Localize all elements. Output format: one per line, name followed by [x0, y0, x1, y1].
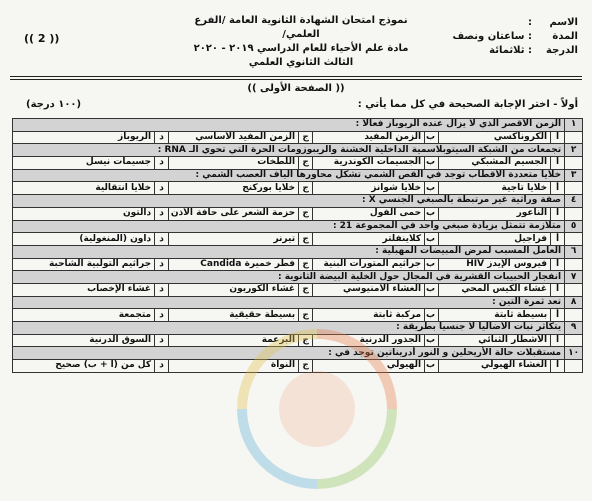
option-letter: أ [551, 360, 565, 373]
option-text[interactable]: غشاء الإخصاب [13, 283, 155, 296]
section-grade: (١٠٠ درجة) [26, 99, 82, 110]
option-letter: د [155, 157, 169, 170]
question-number: ٤ [565, 195, 583, 208]
option-text[interactable]: خلايا شوانز [313, 182, 425, 195]
options-row [13, 283, 583, 296]
option-text[interactable]: الناعور [439, 207, 551, 220]
exam-title-line-1: نموذج امتحان الشهادة الثانوية العامة /الفرع العلمي/ [194, 15, 408, 40]
option-letter: د [155, 258, 169, 271]
option-letter: د [155, 131, 169, 144]
option-letter: ج [299, 207, 313, 220]
option-letter: ب [425, 360, 439, 373]
section-heading-text: أولاً - اختر الإجابة الصحيحة في كل مما يأتي : [357, 99, 578, 110]
page-title: (( الصفحة الأولى )) [247, 83, 345, 94]
option-text[interactable]: بسيطة حقيقية [169, 309, 299, 322]
option-letter: أ [551, 207, 565, 220]
exam-page [6, 4, 586, 498]
option-letter: أ [551, 157, 565, 170]
question-row [13, 169, 583, 182]
grade-value: : ثلاثمائة [489, 45, 532, 56]
header-divider-2 [10, 79, 582, 80]
option-letter: د [155, 207, 169, 220]
option-letter: ج [299, 233, 313, 246]
option-text[interactable]: مركبة ثابتة [313, 309, 425, 322]
option-letter: ج [299, 283, 313, 296]
question-row [13, 144, 583, 157]
options-spacer [565, 258, 583, 271]
option-letter: ج [299, 360, 313, 373]
question-text: تعد ثمرة التين : [13, 296, 565, 309]
option-text[interactable]: الريوباز [13, 131, 155, 144]
option-text[interactable]: فراجيل [439, 233, 551, 246]
grade-label: الدرجة [546, 45, 578, 56]
question-number: ١ [565, 119, 583, 132]
option-text[interactable]: جراثيم التولبية الشاحبة [13, 258, 155, 271]
option-letter: ج [299, 131, 313, 144]
option-letter: د [155, 360, 169, 373]
question-text: يتكاثر نبات الأضاليا لا جنسياً بطريقة : [13, 322, 565, 335]
question-number: ١٠ [565, 347, 583, 360]
question-row [13, 119, 583, 132]
question-number: ٩ [565, 322, 583, 335]
options-spacer [565, 182, 583, 195]
question-number: ٢ [565, 144, 583, 157]
option-text[interactable]: البرعمة [169, 334, 299, 347]
option-text[interactable]: كلاينفلتر [313, 233, 425, 246]
question-row [13, 322, 583, 335]
option-text[interactable]: بسيطة ثابتة [439, 309, 551, 322]
duration-label: المدة [552, 31, 578, 42]
option-letter: ج [299, 258, 313, 271]
option-text[interactable]: تيرنر [169, 233, 299, 246]
question-text: الزمن الأقصر الذي لا يزال عنده الريوباز فعالاً : [13, 119, 565, 132]
question-number: ٥ [565, 220, 583, 233]
option-text[interactable]: الأشطار الثنائي [439, 334, 551, 347]
option-text[interactable]: حزمة الشعر على حافة الأذن [169, 207, 299, 220]
exam-header [6, 4, 586, 74]
option-letter: ج [299, 309, 313, 322]
question-row [13, 245, 583, 258]
question-row [13, 347, 583, 360]
option-letter: ب [425, 283, 439, 296]
option-text[interactable]: الغشاء الأمنيوسي [313, 283, 425, 296]
question-row [13, 296, 583, 309]
option-text[interactable]: الهيولي [313, 360, 425, 373]
option-text[interactable]: الجذور الدرنية [313, 334, 425, 347]
option-text[interactable]: الجسيم المشبكي [439, 157, 551, 170]
header-divider [10, 76, 582, 77]
option-letter: ب [425, 131, 439, 144]
option-text[interactable]: جسيمات نيسل [13, 157, 155, 170]
options-spacer [565, 207, 583, 220]
option-text[interactable]: السوق الدرنية [13, 334, 155, 347]
options-spacer [565, 309, 583, 322]
option-text[interactable]: الكروناكسي [439, 131, 551, 144]
option-letter: ب [425, 258, 439, 271]
student-info [453, 16, 579, 58]
options-spacer [565, 157, 583, 170]
exam-title-line-3: الثالث الثانوي العلمي [248, 57, 354, 68]
option-letter: أ [551, 309, 565, 322]
option-letter: ج [299, 334, 313, 347]
option-text[interactable]: اللطخات [169, 157, 299, 170]
option-letter: د [155, 233, 169, 246]
options-spacer [565, 233, 583, 246]
option-letter: أ [551, 182, 565, 195]
option-text[interactable]: كل من (أ + ب) صحيح [13, 360, 155, 373]
option-letter: د [155, 182, 169, 195]
question-number: ٦ [565, 245, 583, 258]
question-text: العامل المسبب لمرض المبيضات المهبلية : [13, 245, 565, 258]
option-text[interactable]: الزمن المفيد [313, 131, 425, 144]
question-row [13, 271, 583, 284]
option-letter: د [155, 334, 169, 347]
option-text[interactable]: خلايا انتقالية [13, 182, 155, 195]
duration-row [453, 30, 579, 44]
question-text: انفجار الحبيبات القشرية في المجال حول الخلية البيضة الثانوية : [13, 271, 565, 284]
question-text: متلازمة تتمثل بزيادة صبغي واحد في المجموعة 21 : [13, 220, 565, 233]
option-text[interactable]: حمى الفول [313, 207, 425, 220]
question-text: صفة وراثية غير مرتبطة بالصبغي الجنسي X : [13, 195, 565, 208]
option-letter: ب [425, 182, 439, 195]
options-row [13, 309, 583, 322]
question-text: تجمعات من الشبكة السيتوبلاسمية الداخلية الخشنة والريبوزومات الحرة التي تحوي الـ RNA : [13, 144, 565, 157]
name-label: الاسم [549, 17, 578, 28]
options-row [13, 157, 583, 170]
option-text[interactable]: غشاء الكيس المحي [439, 283, 551, 296]
option-text[interactable]: الزمن المفيد الأساسي [169, 131, 299, 144]
options-spacer [565, 131, 583, 144]
option-letter: د [155, 283, 169, 296]
option-letter: ج [299, 182, 313, 195]
questions-table [12, 118, 583, 373]
options-spacer [565, 283, 583, 296]
option-text[interactable]: فطر خميرة Candida [169, 258, 299, 271]
question-number: ٨ [565, 296, 583, 309]
options-row [13, 131, 583, 144]
option-letter: ب [425, 157, 439, 170]
name-row [453, 16, 579, 30]
options-spacer [565, 334, 583, 347]
option-text[interactable]: دالتون [13, 207, 155, 220]
option-letter: أ [551, 334, 565, 347]
option-text[interactable]: جراثيم المتورات البنية [313, 258, 425, 271]
option-letter: ب [425, 207, 439, 220]
duration-value: : ساعتان ونصف [452, 31, 532, 42]
exam-title [186, 14, 416, 70]
question-text: خلايا متعددة الأقطاب توجد في القص الشمي تشكل محاورها ألياف العصب الشمي : [13, 169, 565, 182]
options-row [13, 258, 583, 271]
option-letter: أ [551, 258, 565, 271]
options-row [13, 334, 583, 347]
option-letter: أ [551, 131, 565, 144]
option-letter: أ [551, 233, 565, 246]
question-number: ٧ [565, 271, 583, 284]
question-number: ٣ [565, 169, 583, 182]
question-row [13, 220, 583, 233]
option-text[interactable]: خلايا تاجية [439, 182, 551, 195]
options-row [13, 360, 583, 373]
option-letter: ب [425, 233, 439, 246]
model-number: (( 2 )) [24, 32, 60, 45]
option-text[interactable]: فيروس الإيدز HIV [439, 258, 551, 271]
options-row [13, 207, 583, 220]
option-text[interactable]: متجمعة [13, 309, 155, 322]
option-text[interactable]: داون (المنغولية) [13, 233, 155, 246]
exam-title-line-2: مادة علم الأحياء للعام الدراسي ٢٠١٩ - ٢٠٢٠ [193, 43, 409, 54]
option-text[interactable]: الجسيمات الكوندرية [313, 157, 425, 170]
option-text[interactable]: الغشاء الهيولي [439, 360, 551, 373]
option-letter: ج [299, 157, 313, 170]
option-letter: ب [425, 309, 439, 322]
option-text[interactable]: خلايا بوركنج [169, 182, 299, 195]
option-letter: ب [425, 334, 439, 347]
question-row [13, 195, 583, 208]
section-heading [14, 99, 578, 110]
name-value: : [528, 17, 532, 28]
options-row [13, 233, 583, 246]
option-letter: د [155, 309, 169, 322]
options-spacer [565, 360, 583, 373]
question-text: مستقبلات حالة الأريحلين و النور أدريناتين توجد في : [13, 347, 565, 360]
option-letter: أ [551, 283, 565, 296]
options-row [13, 182, 583, 195]
option-text[interactable]: النواة [169, 360, 299, 373]
grade-row [453, 44, 579, 58]
option-text[interactable]: غشاء الكوريون [169, 283, 299, 296]
